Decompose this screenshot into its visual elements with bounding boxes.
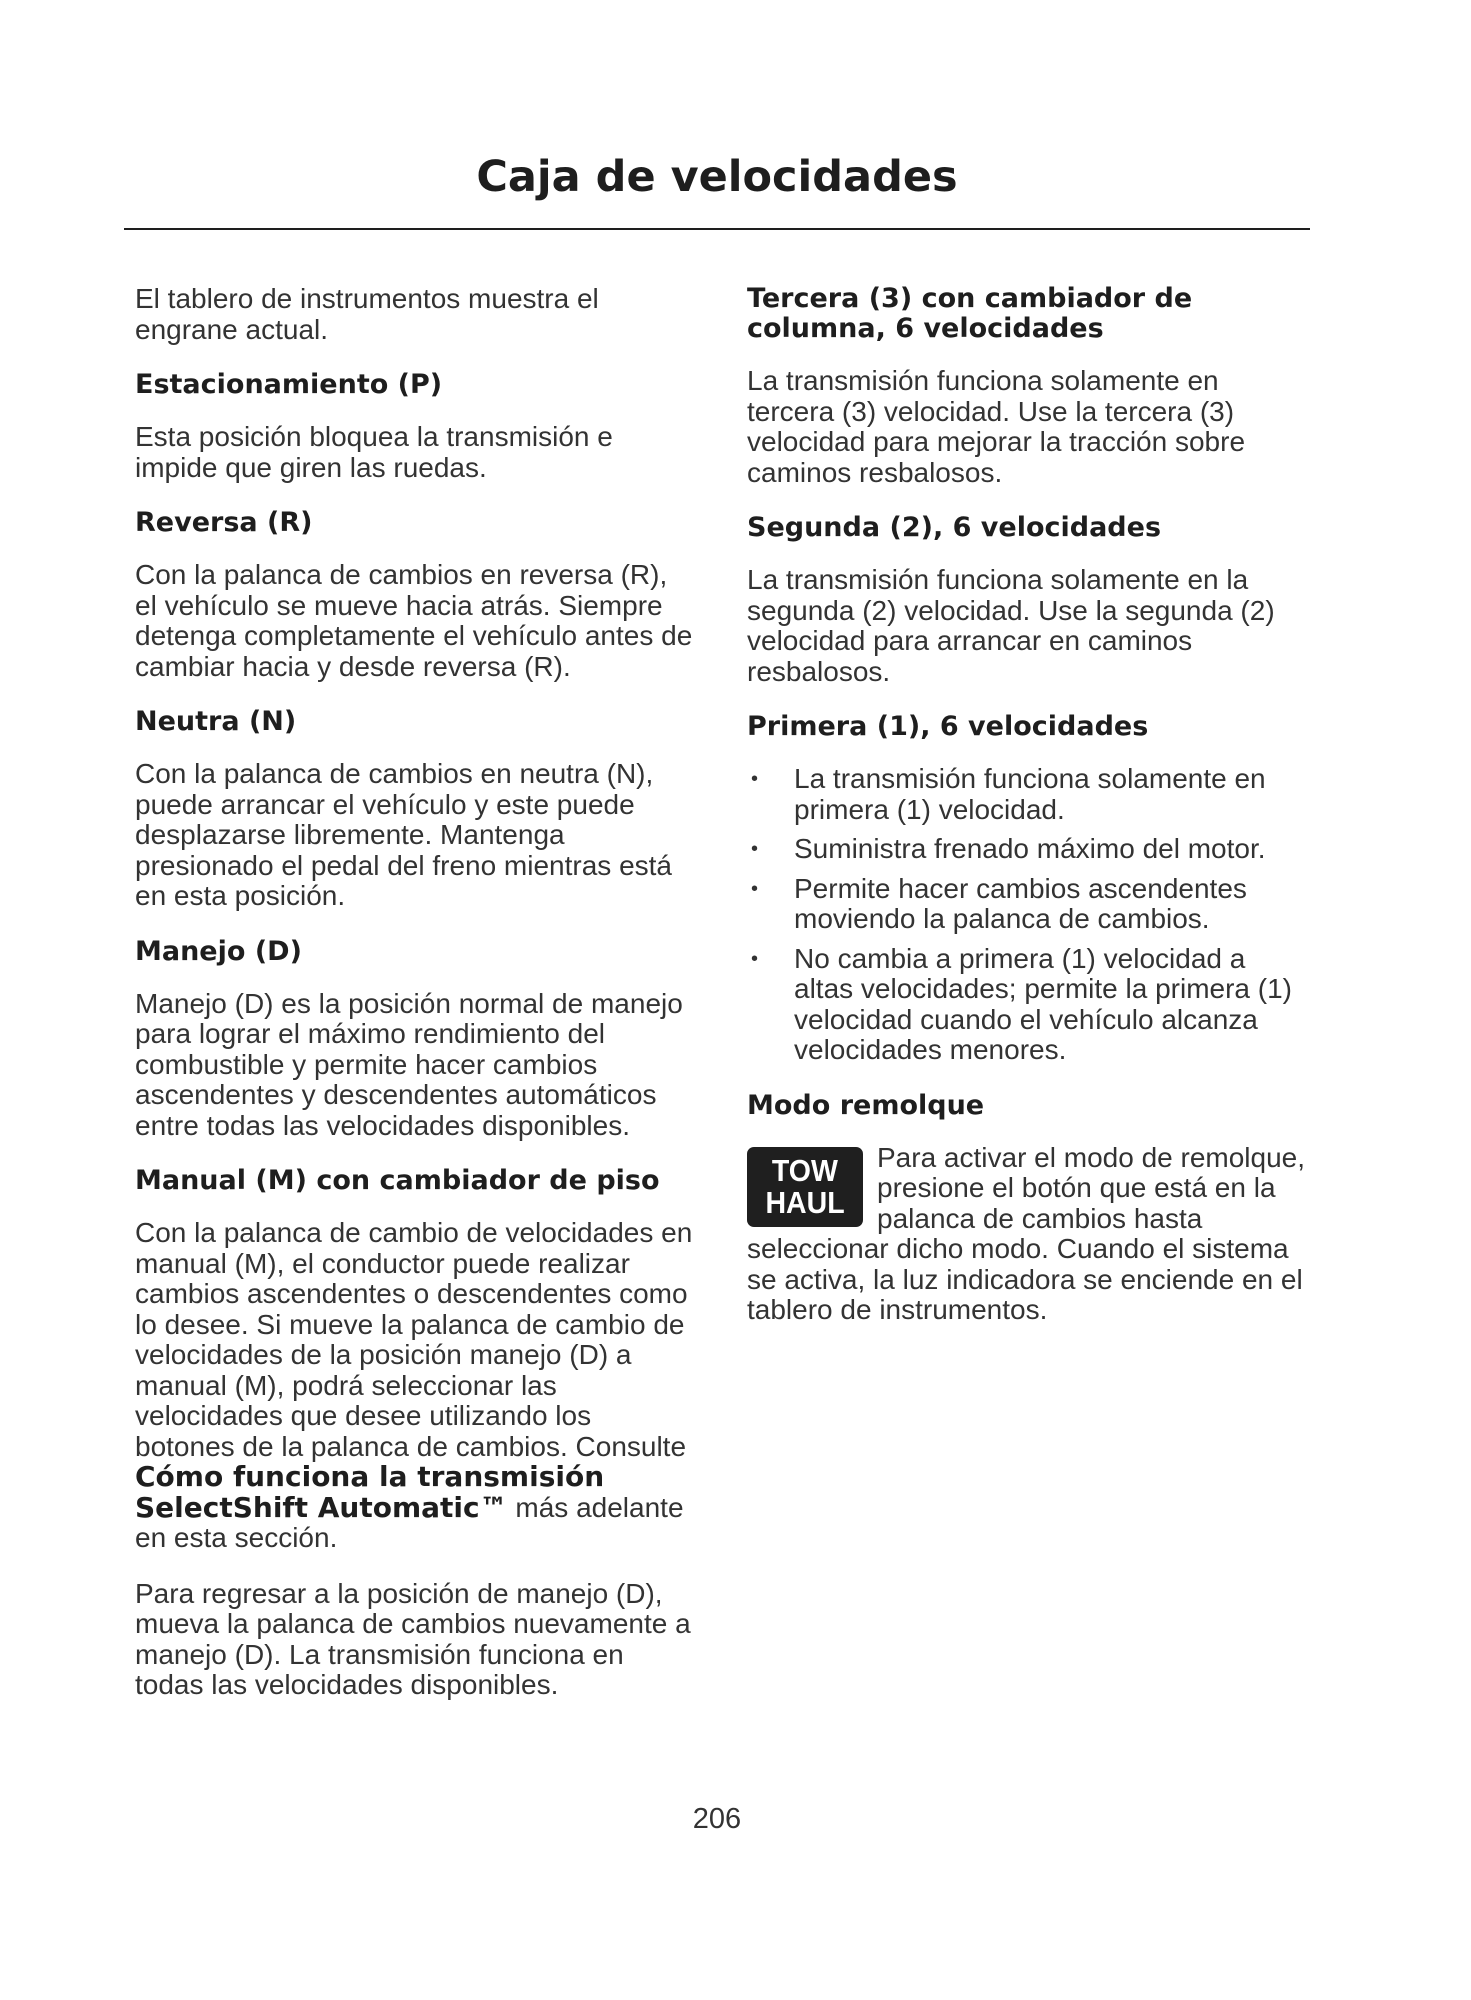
park-paragraph: Esta posición bloquea la transmisión e impide que giren las ruedas.: [135, 421, 613, 483]
bullet-icon: •: [751, 877, 759, 900]
manual-heading: Manual (M) con cambiador de piso: [135, 1165, 660, 1196]
first-gear-heading: Primera (1), 6 velocidades: [747, 711, 1149, 742]
manual-text-before: Con la palanca de cambio de velocidades en manual (M), el conductor puede realizar cambios ascendentes o descendentes como lo desee. Si mueve la palanca de cambio de velocidades de la posición manejo (D) a manual (M), podrá seleccionar las velocidades que desee utilizando los botones de la palanca de cambios. Consulte: [135, 1217, 693, 1462]
second-gear-paragraph: La transmisión funciona solamente en la segunda (2) velocidad. Use la segunda (2) velocidad para arrancar en caminos resbalosos.: [747, 564, 1275, 687]
selectshift-cross-reference: Cómo funciona la transmisión SelectShift Automatic™: [135, 1460, 605, 1524]
neutral-paragraph: Con la palanca de cambios en neutra (N), puede arrancar el vehículo y este puede desplazarse libremente. Mantenga presionado el pedal del freno mientras está en esta posición.: [135, 758, 673, 911]
second-gear-heading: Segunda (2), 6 velocidades: [747, 512, 1162, 543]
list-item: • Permite hacer cambios ascendentes moviendo la palanca de cambios.: [751, 872, 1247, 934]
manual-paragraph: [135, 1218, 695, 1554]
first-gear-bullet-list: [747, 764, 1307, 1066]
tow-haul-icon: TOW HAUL: [747, 1147, 863, 1227]
tow-mode-paragraph: Para activar el modo de remolque, presione el botón que está en la palanca de cambios hasta seleccionar dicho modo. Cuando el sistema se activa, la luz indicadora se enciende en el tablero de instrumentos.: [747, 1141, 1305, 1325]
tow-mode-block: [747, 1143, 1307, 1326]
reverse-paragraph: Con la palanca de cambios en reversa (R), el vehículo se mueve hacia atrás. Siempre detenga completamente el vehículo antes de cambiar hacia y desde reversa (R).: [135, 559, 693, 682]
list-item: • Suministra frenado máximo del motor.: [751, 833, 1266, 864]
tow-mode-heading: Modo remolque: [747, 1089, 985, 1121]
park-heading: Estacionamiento (P): [135, 369, 443, 400]
right-column: [747, 284, 1307, 1351]
title-divider: [124, 228, 1310, 230]
list-item: • No cambia a primera (1) velocidad a altas velocidades; permite la primera (1) velocidad cuando el vehículo alcanza velocidades menores.: [751, 942, 1292, 1065]
reverse-heading: Reversa (R): [135, 507, 313, 538]
list-item: • La transmisión funciona solamente en primera (1) velocidad.: [751, 763, 1266, 825]
left-column: [135, 284, 695, 1726]
third-gear-heading: Tercera (3) con cambiador de columna, 6 velocidades: [747, 283, 1193, 344]
page-title: Caja de velocidades: [476, 152, 958, 202]
manual-text-after: más adelante en esta sección.: [135, 1491, 684, 1553]
neutral-heading: Neutra (N): [135, 706, 297, 737]
page-number: 206: [692, 1803, 742, 1835]
drive-heading: Manejo (D): [135, 935, 302, 967]
bullet-icon: •: [751, 838, 759, 860]
drive-paragraph: Manejo (D) es la posición normal de manejo para lograr el máximo rendimiento del combustible y permite hacer cambios ascendentes y descendentes automáticos entre todas las velocidades disponibles.: [135, 987, 683, 1141]
return-to-drive-paragraph: Para regresar a la posición de manejo (D), mueva la palanca de cambios nuevamente a manejo (D). La transmisión funciona en todas las velocidades disponibles.: [135, 1577, 691, 1700]
bullet-icon: •: [751, 947, 759, 970]
intro-paragraph: El tablero de instrumentos muestra el engrane actual.: [135, 283, 599, 345]
third-gear-paragraph: La transmisión funciona solamente en tercera (3) velocidad. Use la tercera (3) velocidad para mejorar la tracción sobre caminos resbalosos.: [747, 365, 1246, 488]
bullet-icon: •: [751, 768, 759, 790]
